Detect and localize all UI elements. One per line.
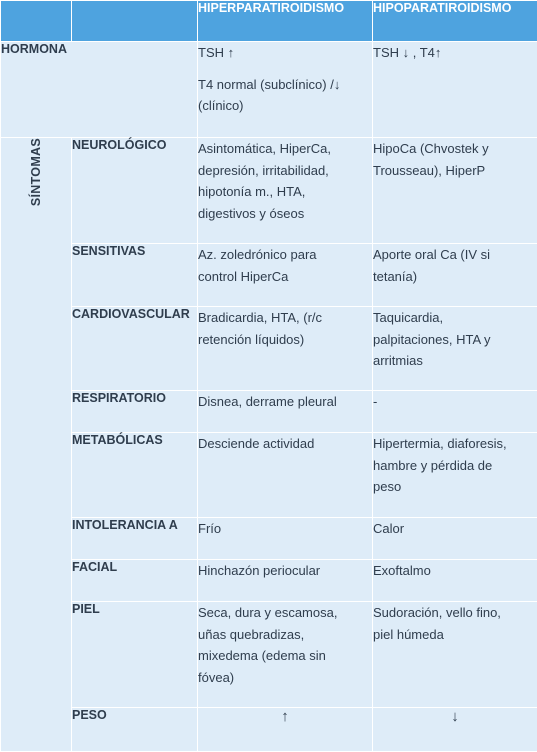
symptom-row [1,433,537,518]
symptom-hiper [198,138,373,244]
symptom-hiper-line: Desciende actividad [198,433,372,455]
symptom-hiper-line: Disnea, derrame pleural [198,391,372,413]
peso-label: PESO [72,708,198,752]
symptom-hipo [373,244,537,307]
sintomas-side-label: SÍNTOMAS [29,138,43,206]
symptom-hipo-line: Hipertermia, diaforesis, [373,433,537,455]
symptom-hiper-line: fóvea) [198,667,372,689]
symptom-hiper [198,307,373,391]
symptom-hipo [373,518,537,560]
hormona-row [1,42,537,138]
symptom-row [1,138,537,244]
symptom-hiper-line: hipotonía m., HTA, [198,181,372,203]
symptom-hipo-line: - [373,391,537,413]
symptom-label: CARDIOVASCULAR [72,307,198,391]
symptom-label: FACIAL [72,560,198,602]
symptom-hipo [373,391,537,433]
symptom-row [1,391,537,433]
symptom-row [1,518,537,560]
symptom-hiper-line: Frío [198,518,372,540]
hormona-hiper-line: TSH ↑ [198,42,372,64]
symptom-hiper [198,244,373,307]
symptom-hiper-line: mixedema (edema sin [198,645,372,667]
symptom-hiper-line: retención líquidos) [198,329,372,351]
symptom-hipo [373,307,537,391]
symptom-label: NEUROLÓGICO [72,138,198,244]
symptom-hiper-line: control HiperCa [198,266,372,288]
symptom-hipo-line: HipoCa (Chvostek y [373,138,537,160]
symptom-hipo-line: Sudoración, vello fino, [373,602,537,624]
symptom-label: RESPIRATORIO [72,391,198,433]
arrow-down-icon: ↓ [373,708,537,752]
symptom-row [1,560,537,602]
symptom-hipo-line: Exoftalmo [373,560,537,582]
symptom-hiper [198,602,373,708]
hormona-hiper-line: (clínico) [198,95,372,117]
hormona-hipo-line: TSH ↓ , T4↑ [373,42,537,64]
symptom-hipo-line: Aporte oral Ca (IV si [373,244,537,266]
header-empty-1 [1,1,72,42]
symptom-label: PIEL [72,602,198,708]
symptom-hiper-line: Seca, dura y escamosa, [198,602,372,624]
symptom-hiper-line: Bradicardia, HTA, (r/c [198,307,372,329]
header-empty-2 [72,1,198,42]
symptom-label: METABÓLICAS [72,433,198,518]
symptom-hipo-line: Trousseau), HiperP [373,160,537,182]
symptom-hiper [198,391,373,433]
symptom-hiper-line: uñas quebradizas, [198,624,372,646]
header-hiper: HIPERPARATIROIDISMO [198,1,373,42]
symptom-label: INTOLERANCIA A [72,518,198,560]
symptom-hipo-line: Taquicardia, [373,307,537,329]
symptom-hipo [373,138,537,244]
symptom-label: SENSITIVAS [72,244,198,307]
symptom-hiper [198,433,373,518]
hormona-hiper [198,42,373,138]
symptom-hiper-line: digestivos y óseos [198,203,372,225]
symptom-hipo-line: Calor [373,518,537,540]
symptom-hiper-line: Asintomática, HiperCa, [198,138,372,160]
symptom-row [1,307,537,391]
symptom-hipo-line: peso [373,476,537,498]
symptom-hiper [198,560,373,602]
symptom-hipo [373,560,537,602]
arrow-up-icon: ↑ [198,708,373,752]
symptom-hipo-line: arritmias [373,350,537,372]
symptom-hipo [373,602,537,708]
symptom-hiper-line: Hinchazón periocular [198,560,372,582]
symptom-hipo-line: tetanía) [373,266,537,288]
symptom-hipo [373,433,537,518]
hormona-hipo [373,42,537,138]
symptom-hipo-line: hambre y pérdida de [373,455,537,477]
symptom-hiper-line: depresión, irritabilidad, [198,160,372,182]
header-hipo: HIPOPARATIROIDISMO [373,1,537,42]
peso-row [1,708,537,752]
sintomas-side-label-cell [1,138,72,752]
symptom-row [1,602,537,708]
symptom-row [1,244,537,307]
sintomas-group [1,138,537,752]
hormona-label: HORMONA [1,42,198,138]
symptom-hipo-line: palpitaciones, HTA y [373,329,537,351]
header-row [1,1,537,42]
symptom-hiper-line: Az. zoledrónico para [198,244,372,266]
hormona-hiper-line: T4 normal (subclínico) /↓ [198,74,372,96]
symptom-hipo-line: piel húmeda [373,624,537,646]
symptom-hiper [198,518,373,560]
